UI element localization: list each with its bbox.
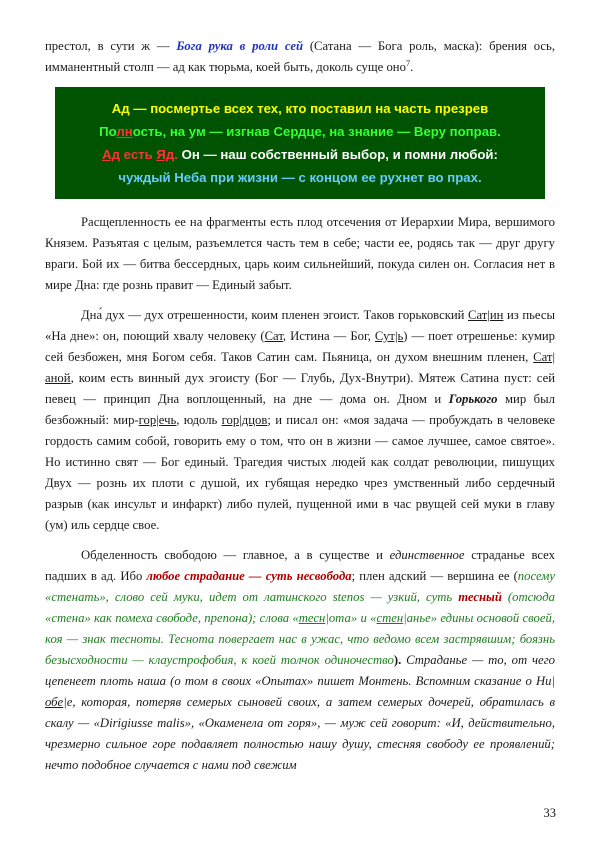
text-run: обе <box>45 695 64 709</box>
text-run: stenos <box>332 590 365 604</box>
text-run: , которая, потеряв семерых сыновей своих, а затем семерых дочерей, обратилась в скалу — «Dirigiusse malis», «Окаменела от горя», — муж сей говорит: «И, действительно, чрезмерно сильное горе подавляет полностью нашу душу, стесняя свободу ее проявлений; нечто подобное случается с нами под свежим <box>45 695 555 772</box>
text-run: |анье» едины основой своей, коя — знак тесноты. Теснота повергает нас в ужас, что ведомо всем застрявшим; боязнь безысходности — клаустрофобия, к коей толчок одиночество <box>45 611 556 667</box>
text-run: из пьесы «На дне»: он, поющий хвалу человеку ( <box>45 308 555 343</box>
text-run: Обделенность свободою — главное, а в существе и <box>81 548 390 562</box>
text-run: посему «стенать», слово сей муки, идет от латинского <box>45 569 555 604</box>
text-run: стен <box>376 611 404 625</box>
text-run: Горького <box>448 392 498 406</box>
text-run: и « <box>357 611 377 625</box>
body-paragraph-1 <box>45 212 555 296</box>
text-run: Сат|аной <box>45 350 555 385</box>
text-run: е <box>66 695 73 709</box>
text-run: единственное <box>389 548 465 562</box>
text-run: . <box>410 60 414 74</box>
text-run: Сут|ь <box>374 329 404 343</box>
body-paragraph-3 <box>45 545 555 776</box>
text-run: Яд <box>156 147 175 162</box>
text-run: ; и писал он: «моя задача — пробуждать в человеке гордость самим собой, говорить ему о том, что он в жизни — самое лучшее, самое святое». Но истинно свят — Бог единый. Трагедия чистых людей как солдат революции, пишущих Двух — рознь их плоти с душой, их губящая нередко чрез умственный либо сердечный разрыв (как инсульт и инфаркт) либо пулей, пущенной ими в час рвущей сей муки в главу (ум) иль сердце свое. <box>45 413 555 532</box>
text-run: гор|дцов <box>221 413 268 427</box>
page-number: 33 <box>543 806 556 820</box>
text-run: (отсюда «стена» как помеха свободе, препона); слова « <box>45 590 555 625</box>
highlight-line-4 <box>69 166 531 189</box>
text-run: о том в своих «Опытах» пишет Монтень. Вспомним сказание о <box>174 674 536 688</box>
text-run: тесн <box>298 611 326 625</box>
text-run: 7 <box>405 58 411 68</box>
text-run: Бога рука в роли сей <box>176 39 304 53</box>
text-run: ость, на ум — изгнав Сердце, на знание — Веру поправ. <box>132 124 501 139</box>
text-run: ) — поет отрешенье: кумир сей безбожен, мня Богом себя. Таков Сатин сам. Пьяница, он духом внешним пленен, <box>45 329 555 364</box>
text-run: страданье всех падших в ад. Ибо <box>45 548 555 583</box>
text-run: гор|ечь <box>138 413 177 427</box>
text-run: любое страдание — суть несвобода <box>146 569 352 583</box>
text-run: , коим есть винный дух эгоисту (Бог — Глубь, Дух-Внутри). Мятеж Сатина пуст: сей певец — принцип Дна воплощенный, на дне — дома он. Дном и <box>45 371 555 406</box>
text-run: , Истина — Бог, <box>282 329 375 343</box>
text-run: лн <box>116 124 133 139</box>
text-run: есть <box>120 147 157 162</box>
text-run: | <box>63 695 67 709</box>
intro-paragraph <box>45 36 555 78</box>
text-run: , юдоль <box>176 413 222 427</box>
text-run: Страданье — то, от чего цепенеет плоть наша ( <box>45 653 555 688</box>
text-run: Ни <box>535 674 552 688</box>
text-run: . <box>174 147 178 162</box>
text-run: чуждый Неба при жизни — с концом ее рухнет во прах. <box>118 170 482 185</box>
text-run: (Сатана — Бога роль, маска): брения ось, имманентный столп — ад как тюрьма, коей быть, доколь суще оно <box>45 39 555 74</box>
text-run: Ад <box>102 147 120 162</box>
text-run: — узкий, суть <box>364 590 459 604</box>
text-run: Сат|ин <box>468 308 504 322</box>
text-run: ). <box>393 653 402 667</box>
highlight-line-1 <box>69 97 531 120</box>
text-run: мир был безбожный: мир- <box>45 392 555 427</box>
highlight-line-2 <box>69 120 531 143</box>
text-run: престол, в сути ж — <box>45 39 177 53</box>
text-run: тесный <box>458 590 502 604</box>
body-paragraph-2 <box>45 305 555 536</box>
text-run: ота» <box>328 611 358 625</box>
text-run: По <box>99 124 117 139</box>
highlight-box <box>55 87 545 199</box>
text-run: Сат <box>264 329 283 343</box>
highlight-line-3 <box>69 143 531 166</box>
text-run: Он — наш собственный выбор, и помни любой: <box>177 147 498 162</box>
text-run: ; плен адский — вершина ее ( <box>351 569 518 583</box>
text-run: | <box>325 611 329 625</box>
text-run: Расщепленность ее на фрагменты есть плод отсечения от Иерархии Мира, вершимого Князем. Разъятая с целым, разъемлется часть тем в себе; части ее, родясь так — друг другу враги. Бой их — битва бессердных, царь коим сильнейший, покуда силен он. Согласия нет в мире Дна: где рознь правит — Единый забыт. <box>45 215 555 292</box>
text-run: Ад — посмертье всех тех, кто поставил на часть презрев <box>111 101 489 116</box>
text-run: Дна́ дух — дух отрешенности, коим пленен эгоист. Таков горьковский <box>81 308 468 322</box>
text-run: | <box>551 674 555 688</box>
